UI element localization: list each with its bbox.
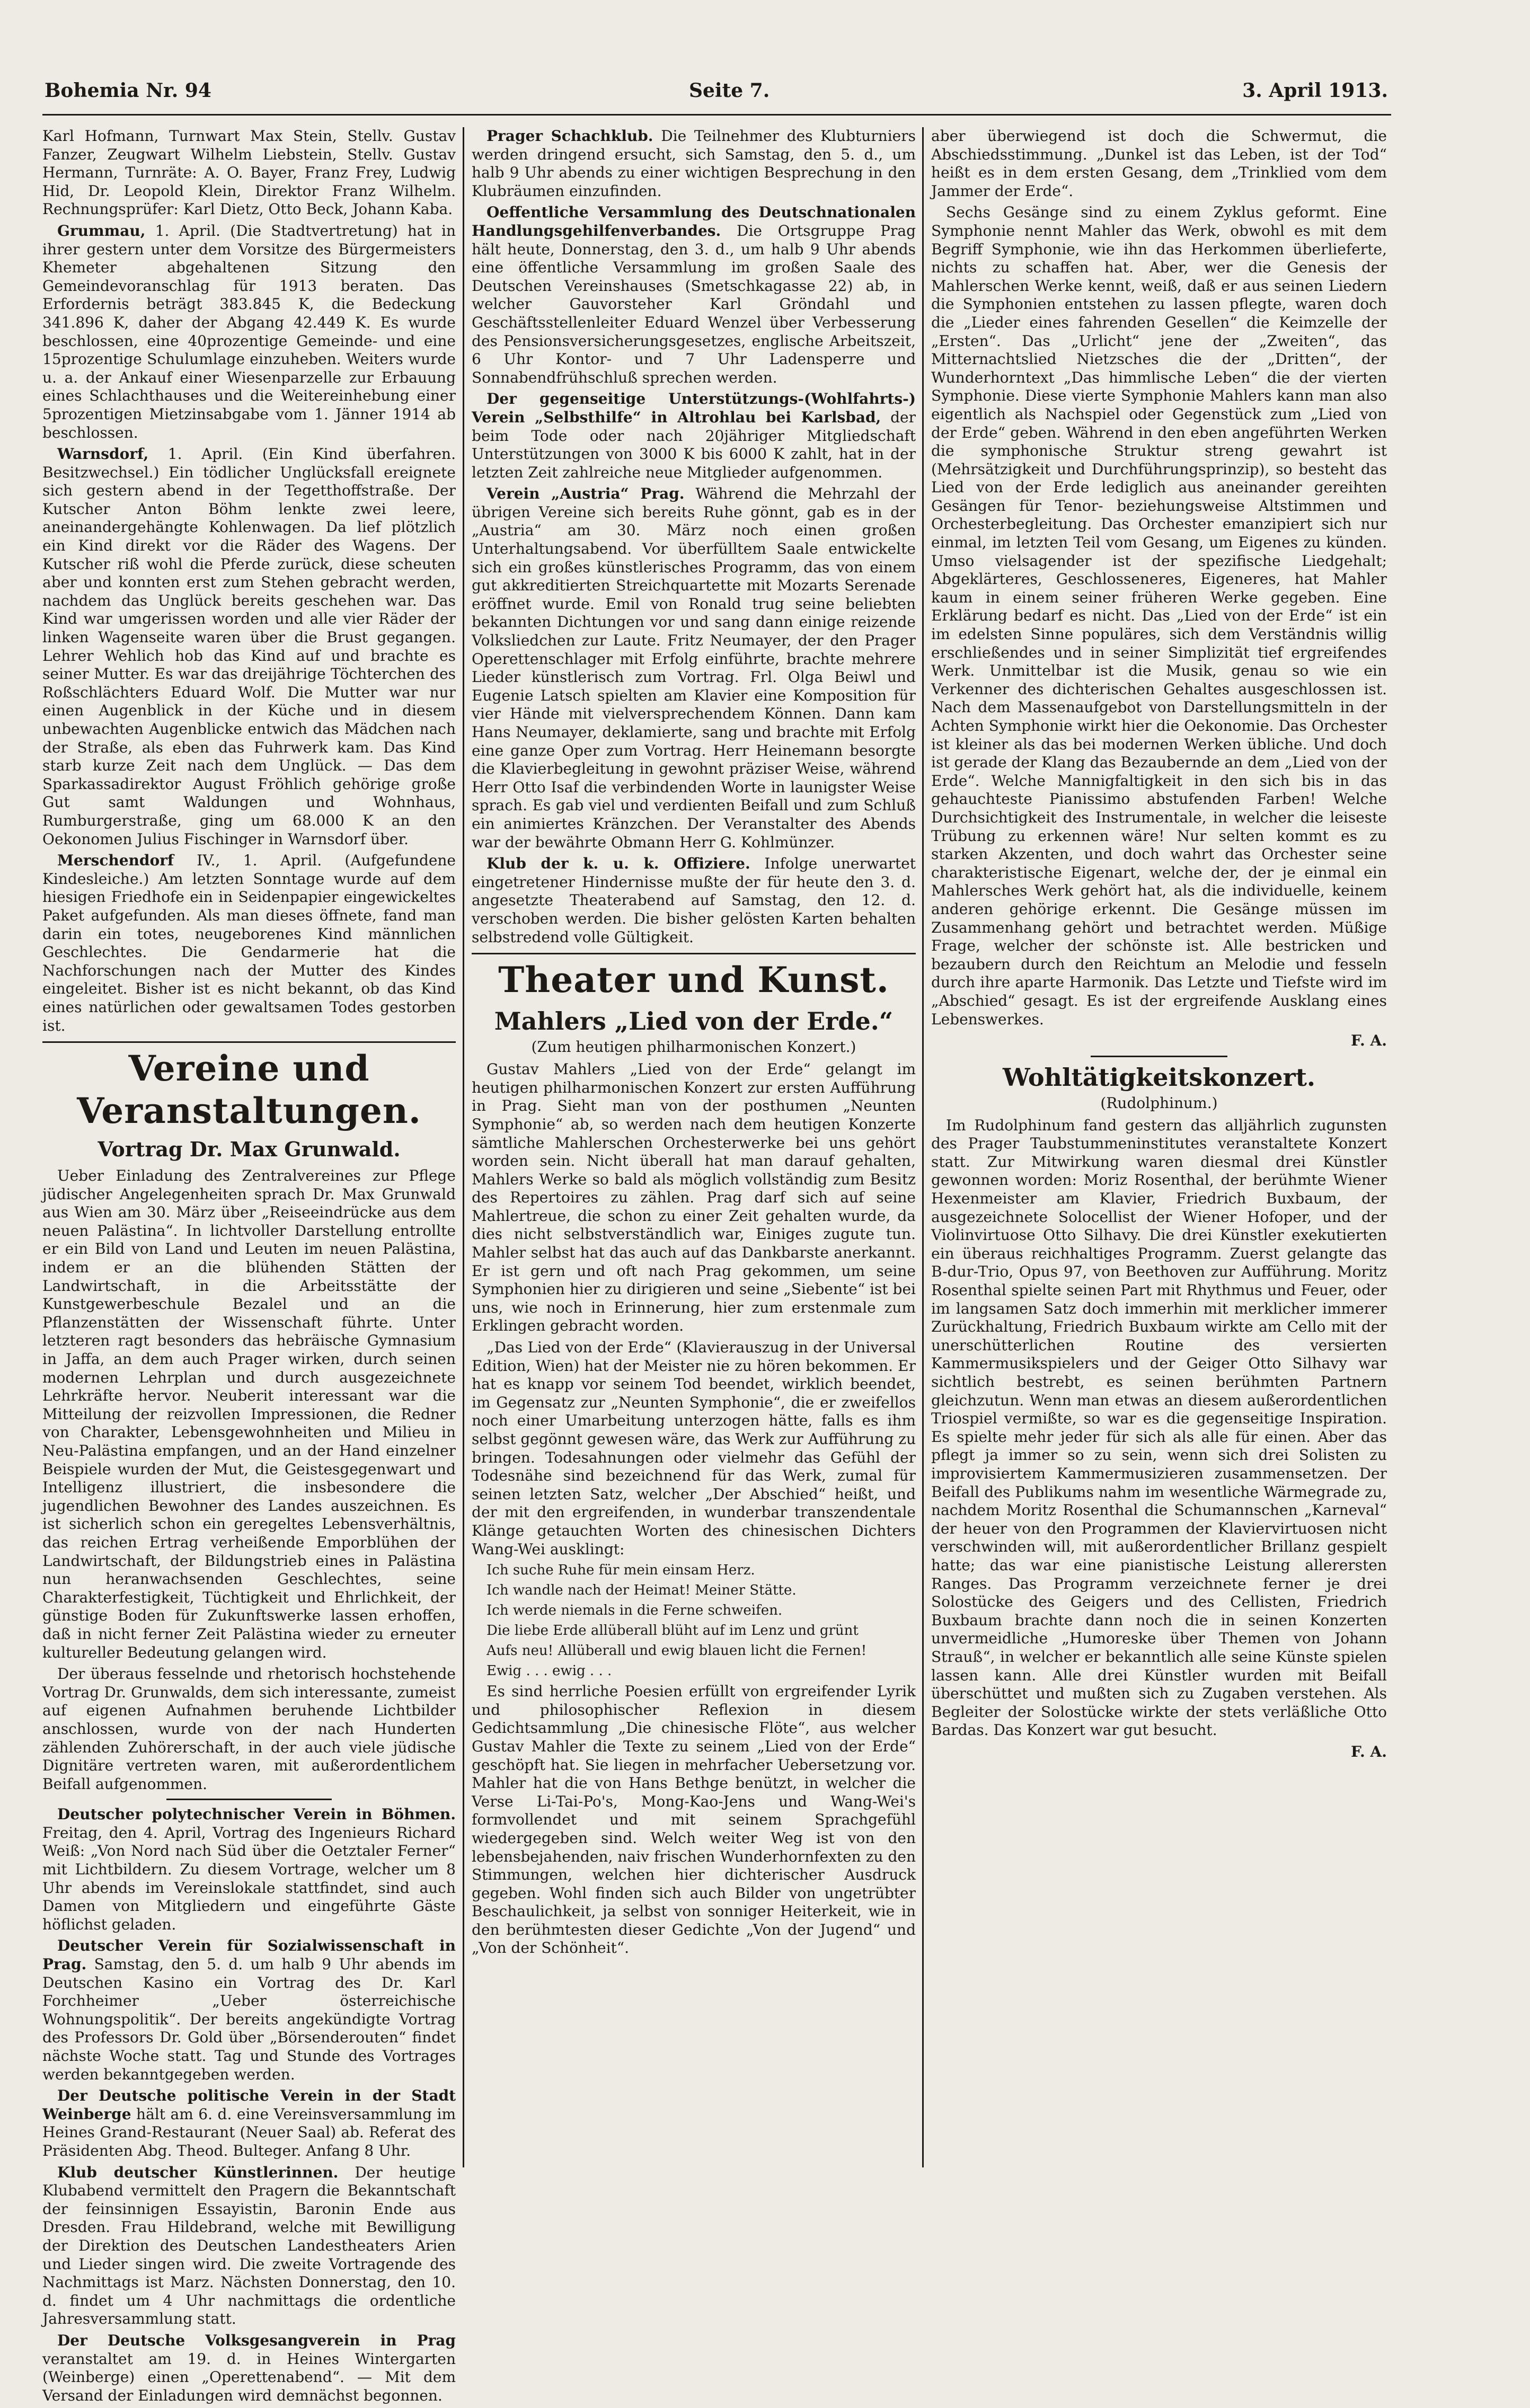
item-separator — [166, 1799, 332, 1800]
notice-heading: Deutscher Verein für Sozialwissenschaft in Prag. — [42, 1937, 456, 1973]
column-2 — [472, 127, 916, 1961]
section-title-vereine: Vereine und Veranstaltungen. — [77, 1048, 421, 1132]
notice-austria-club — [472, 485, 916, 852]
talk-report: Ueber Einladung des Zentralvereines zur Pflege jüdischer Angelegenheiten sprach Dr. Max Grunwald aus Wien am 30. März über „Reiseeindrücke aus dem neuen Palästina“. In lichtvoller Darstellung entrollte er ein Bild von Land und Leuten im neuen Palästina, indem er an die blühenden Stätten der Landwirtschaft, in die Arbeitsstätte der Kunstgewerbeschule Bezalel und an die Pflanzenstätten der Wissenschaft führte. Unter letzteren ragt besonders das hebräische Gymnasium in Jaffa, an dem auch Prager wirken, durch seinen modernen Lehrplan und durch ausgezeichnete Lehrkräfte hervor. Neuberit interessant war die Mitteilung der reizvollen Impressionen, die Redner von Charakter, Lebensgewohnheiten und Milieu in Neu-Palästina empfangen, und an der Hand einzelner Beispiele wurden der Mut, die Geistesgegenwart und Intelligenz illustriert, die insbesondere die jugendlichen Bewohner des Landes auszeichnen. Es ist sicherlich schon ein geregeltes Lebensverhältnis, das reichen Ertrag verheißende Emporblühen der Landwirtschaft, der Bildungstrieb eines in Palästina nun heranwachsenden Geschlechtes, seine Charakterfestigkeit, Tüchtigkeit und Ehrlichkeit, der günstige Boden für Zukunftswerke lassen erhoffen, daß in nicht ferner Zeit Palästina wieder zu erneuter kultureller Bedeutung gelangen wird. — [42, 1167, 456, 1661]
page-header-page-number: Seite 7. — [689, 79, 770, 102]
talk-report-conclusion: Der überaus fesselnde und rhetorisch hochstehende Vortrag Dr. Grunwalds, dem sich interessante, zumeist auf eigenen Aufnahmen beruhende Lichtbilder anschlossen, wurde von der nach Hunderten zählenden Zuhörerschaft, in der auch viele jüdische Dignitäre vertreten waren, mit außerordentlichem Beifall aufgenommen. — [42, 1665, 456, 1793]
notice-women-artists — [42, 2164, 456, 2329]
notice-officers-club — [472, 855, 916, 946]
news-item-merschendorf — [42, 852, 456, 1035]
notice-body: Während die Mehrzahl der übrigen Vereine sich bereits Ruhe gönnt, gab es in der „Austria“ am 30. März noch einen großen Unterhaltungsabend. Vor überfülltem Saale entwickelte sich ein großes künstlerisches Programm, das von einem gut akkreditierten Streichquartette mit Mozarts Serenade eröffnet wurde. Emil von Ronald trug seine beliebten bekannten Dichtungen vor und sang dann einige reizende Volksliedchen zur Laute. Fritz Neumayer, der den Prager Operettenschlager mit Erfolg einführte, brachte mehrere Lieder künstlerisch zum Vortrag. Frl. Olga Beiwl und Eugenie Latsch spielten am Klavier eine Komposition für vier Hände mit vielversprechendem Können. Dann kam Hans Neumayer, deklamierte, sang und brachte mit Erfolg eine ganze Oper zum Vortrag. Herr Heinemann besorgte die Klavierbegleitung in gewohnt präziser Weise, während Herr Otto Isaf die verbindenden Worte in launigster Weise sprach. Es gab viel und verdienten Beifall und zum Schluß ein animiertes Kränzchen. Der Veranstalter des Abends war der bewährte Obmann Herr G. Kohlmünzer. — [472, 485, 916, 851]
club-officers-text: Karl Hofmann, Turnwart Max Stein, Stellv. Gustav Fanzer, Zeugwart Wilhelm Liebstein, Stellv. Gustav Hermann, Turnräte: A. O. Bayer, Franz Frey, Ludwig Hid, Dr. Leopold Klein, Direktor Franz Wilhelm. Rechnungsprüfer: Karl Dietz, Otto Beck, Johann Kaba. — [42, 127, 456, 218]
notice-heading: Der Deutsche politische Verein in der Stadt Weinberge — [42, 2087, 456, 2123]
page-header-issue: Bohemia Nr. 94 — [45, 79, 211, 102]
author-signature: F. A. — [1350, 1742, 1387, 1760]
notice-body: Freitag, den 4. April, Vortrag des Ingenieurs Richard Weiß: „Von Nord nach Süd über die Oetztaler Ferner“ mit Lichtbildern. Zu diesem Vortrage, welcher um 8 Uhr abends im Vereinslokale stattfindet, sind auch Damen von Mitgliedern und eingeführte Gäste höflichst geladen. — [42, 1823, 456, 1933]
notice-heading: Der gegenseitige Unterstützungs-(Wohlfahrts-) Verein „Selbsthilfe“ in Altrohlau bei Karlsbad, — [472, 390, 916, 426]
news-item-grummau — [42, 222, 456, 442]
section-rule — [472, 953, 916, 954]
column-divider-2 — [922, 127, 924, 2167]
notice-clerks-union — [472, 203, 916, 387]
news-dateline: Warnsdorf, — [57, 445, 149, 463]
poem-line: Ich werde niemals in die Ferne schweifen. — [487, 1603, 783, 1619]
review-paragraph: Sechs Gesänge sind zu einem Zyklus geformt. Eine Symphonie nennt Mahler das Werk, obwohl es mit dem Begriff Symphonie, wie ihn das Herkommen überlieferte, nichts zu schaffen hat. Aber, wer die Genesis der Mahlerschen Werke kennt, weiß, daß er aus seinen Liedern die Symphonien entstehen zu lassen pflegte, waren doch die „Lieder eines fahrenden Gesellen“ die Keimzelle der „Ersten“. Das „Urlicht“ jene der „Zweiten“, das Mitternachtslied Nietzsches die der „Dritten“, der Wunderhorntext „Das himmlische Leben“ die der vierten Symphonie. Diese vierte Symphonie Mahlers kann man also eigentlich als Nachspiel oder Gegenstück zum „Lied von der Erde“ geben. Während in den eben angeführten Werken die symphonische Struktur streng gewahrt ist (Mehrsätzigkeit und Durchführungsprinzip), so besteht das Lied von der Erde lediglich aus aneinander gereihten Gesängen für Tenor- beziehungsweise Altstimmen und Orchesterbegleitung. Das Orchester emanzipiert sich nur einmal, im letzten Teil vom Gesang, um Eigenes zu künden. Umso vielsagender ist der spezifische Liedgehalt; Abgeklärteres, Geschlosseneres, Eigeneres, hat Mahler kaum in einem seiner früheren Werke gegeben. Eine Erklärung bedarf es nicht. Das „Lied von der Erde“ ist ein im edelsten Sinne populäres, sich dem Verständnis willig erschließendes und in seiner Simplizität tief ergreifendes Werk. Unmittelbar ist die Musik, genau so wie ein Verkenner des dichterischen Gehaltes ausgeschlossen ist. Nach dem Massenaufgebot von Darstellungsmitteln in der Achten Symphonie wirkt hier die Oekonomie. Das Orchester ist kleiner als das bei modernen Werken übliche. Und doch ist gerade der Klang das Bezaubernde an dem „Lied von der Erde“. Welche Mannigfaltigkeit in den sich bis in das gehauchteste Pianissimo abstufenden Farben! Welche Durchsichtigkeit des Instrumentale, in welcher die leiseste Trübung zu erkennen wäre! Nur selten kommt es zu starken Akzenten, und doch wahrt das Orchester seine charakteristische Eigenart, welche der, der je einmal ein Mahlersches Werk gehört hat, als die individuelle, keinem anderen gehörige erkennt. Die Gesänge müssen im Zusammenhang gehört und betrachtet werden. Müßige Frage, welcher der schönste ist. Alle bestricken und bezaubern durch den Reichtum an Melodie und fesseln durch ihre aparte Harmonik. Das Letzte und Tiefste wird im „Abschied“ gesagt. Es ist der ergreifende Ausklang eines Lebenswerkes. — [931, 203, 1387, 1028]
article-subtitle-mahler: (Zum heutigen philharmonischen Konzert.) — [531, 1038, 856, 1056]
poem-line: Die liebe Erde allüberall blüht auf im Lenz und grünt — [487, 1623, 859, 1639]
poem-line: Ich suche Ruhe für mein einsam Herz. — [487, 1562, 755, 1579]
poem-line: Ewig . . . ewig . . . — [487, 1663, 612, 1679]
notice-body: Der heutige Klubabend vermittelt den Pragern die Bekanntschaft der feinsinnigen Essayistin, Baronin Ende aus Dresden. Frau Hildebrand, welche mit Bewilligung der Direktion des Deutschen Landestheaters Arien und Lieder singen wird. Die zweite Vortragende des Nachmittags ist Marz. Nächsten Donnerstag, den 10. d. findet um 4 Uhr nachmittags die ordentliche Jahresversammlung statt. — [42, 2163, 456, 2328]
notice-body: der beim Tode oder nach 20jähriger Mitgliedschaft Unterstützungen von 3000 K bis 6000 K zahlt, hat in der letzten Zeit zahlreiche neue Mitglieder aufgenommen. — [472, 408, 916, 481]
review-continuation: aber überwiegend ist doch die Schwermut, die Abschiedsstimmung. „Dunkel ist das Leben, ist der Tod“ heißt es in dem ersten Gesang, dem „Trinklied vom dem Jammer der Erde“. — [931, 127, 1387, 200]
notice-polytechnic — [42, 1805, 456, 1934]
notice-body: Samstag, den 5. d. um halb 9 Uhr abends im Deutschen Kasino ein Vortrag des Dr. Karl Forchheimer „Ueber österreichische Wohnungspolitik“. Der bereits angekündigte Vortrag des Professors Dr. Gold über „Börsenderouten“ findet nächste Woche statt. Tag und Stunde des Vortrages werden bekanntgegeben werden. — [42, 1955, 456, 2083]
column-1 — [42, 127, 456, 2408]
notice-selbsthilfe — [472, 390, 916, 482]
review-paragraph: Gustav Mahlers „Lied von der Erde“ gelangt im heutigen philharmonischen Konzert zur ersten Aufführung in Prag. Sieht man von der posthumen „Neunten Symphonie“ ab, so werden nach dem heutigen Konzerte sämtliche Mahlerschen Orchesterwerke bei uns gehört worden sein. Nicht überall hat man darauf gehalten, Mahlers Werke so bald als möglich vollständig zum Besitz des Repertoires zu zählen. Prag darf sich auf seine Mahlertreue, die schon zu einer Zeit gehalten wurde, da dies nicht selbstverständlich war, Einiges zugute tun. Mahler selbst hat das auch auf das Dankbarste anerkannt. Er ist gern und oft nach Prag gekommen, um seine Symphonien hier zu dirigieren und seine „Siebente“ ist bei uns, wie noch in Erinnerung, hier zum erstenmale zum Erklingen gebracht worden. — [472, 1060, 916, 1335]
notice-heading: Klub der k. u. k. Offiziere. — [487, 855, 750, 873]
column-divider-1 — [463, 127, 464, 2167]
news-body: 1. April. (Die Stadtvertretung) hat in ihrer gestern unter dem Vorsitze des Bürgermeisters Khemeter abgehaltenen Sitzung den Gemeindevoranschlag für 1913 beraten. Das Erfordernis beträgt 383.845 K, die Bedeckung 341.896 K, daher der Abgang 42.449 K. Es wurde beschlossen, eine 40prozentige Gemeinde- und eine 15prozentige Schulumlage einzuheben. Weiters wurde u. a. der Ankauf einer Wiesenparzelle zur Erbauung eines Schlachthauses und die Weitereinhebung einer 5prozentigen Mietzinsabgabe vom 1. Jänner 1914 ab beschlossen. — [42, 222, 456, 441]
news-body: IV., 1. April. (Aufgefundene Kindesleiche.) Am letzten Sonntage wurde auf dem hiesigen Friedhofe ein in Seidenpapier eingewickeltes Paket aufgefunden. Als man dieses öffnete, fand man darin ein totes, neugeborenes Kind männlichen Geschlechtes. Die Gendarmerie hat die Nachforschungen nach der Mutter des Kindes eingeleitet. Bisher ist es nicht bekannt, ob das Kind eines natürlichen oder gewaltsamen Todes gestorben ist. — [42, 852, 456, 1034]
news-dateline: Merschendorf — [57, 852, 174, 870]
review-paragraph: Es sind herrliche Poesien erfüllt von ergreifender Lyrik und philosophischer Reflexion in diesem Gedichtsammlung „Die chinesische Flöte“, aus welcher Gustav Mahler die Texte zu seinem „Lied von der Erde“ geschöpft hat. Sie liegen in mehrfacher Uebersetzung vor. Mahler hat die von Hans Bethge benützt, in welcher die Verse Li-Tai-Po's, Mong-Kao-Jens und Wang-Wei's formvollendet und mit seinem Sprachgefühl wiedergegeben sind. Welch weiter Weg ist von den lebensbejahenden, naiv frischen Wunderhornfexten zu den Stimmungen, welchen hier dichterischer Ausdruck gegeben. Wohl finden sich auch Bilder von ungetrübter Beschaulichkeit, ja selbst von sonniger Heiterkeit, wie in den berühmtesten dieser Gedichte „Von der Jugend“ und „Von der Schönheit“. — [472, 1683, 916, 1957]
notice-chess-club — [472, 127, 916, 200]
author-signature: F. A. — [1350, 1032, 1387, 1050]
article-subtitle-charity-concert: (Rudolphinum.) — [1100, 1094, 1218, 1112]
notice-heading: Deutscher polytechnischer Verein in Böhmen. — [57, 1805, 456, 1823]
article-title-mahler: Mahlers „Lied von der Erde.“ — [494, 1007, 894, 1036]
notice-political-club — [42, 2087, 456, 2160]
notice-heading: Verein „Austria“ Prag. — [487, 485, 685, 503]
section-title-theater: Theater und Kunst. — [498, 959, 889, 1001]
news-dateline: Grummau, — [57, 222, 146, 240]
news-item-warnsdorf — [42, 445, 456, 848]
poem-line: Ich wandle nach der Heimat! Meiner Stätte. — [487, 1582, 797, 1599]
header-rule — [42, 114, 1391, 116]
poem-line: Aufs neu! Allüberall und ewig blauen licht die Fernen! — [487, 1643, 867, 1659]
notice-body: veranstaltet am 19. d. in Heines Wintergarten (Weinberge) einen „Operettenabend“. — Mit dem Versand der Einladungen wird demnächst begonnen. — [42, 2350, 456, 2404]
notice-body: Die Ortsgruppe Prag hält heute, Donnerstag, den 3. d., um halb 9 Uhr abends eine öffentliche Versammlung im großen Saale des Deutschen Vereinshauses (Smetschkagasse 22) ab, in welcher Gauvorsteher Karl Gröndahl und Geschäftsstellenleiter Eduard Wenzel über Verbesserung des Pensionsversicherungsgesetzes, englische Arbeitszeit, 6 Uhr Kontor- und 7 Uhr Ladensperre und Sonnabendfrühschluß sprechen werden. — [472, 222, 916, 386]
concert-review: Im Rudolphinum fand gestern das alljährlich zugunsten des Prager Taubstummeninstitutes veranstaltete Konzert statt. Zur Mitwirkung waren diesmal drei Künstler gewonnen worden: Moriz Rosenthal, der berühmte Wiener Hexenmeister am Klavier, Friedrich Buxbaum, der ausgezeichnete Solocellist der Wiener Hofoper, und der Violinvirtuose Otto Silhavy. Die drei Künstler exekutierten ein überaus reichhaltiges Programm. Zuerst gelangte das B-dur-Trio, Opus 97, von Beethoven zur Aufführung. Moritz Rosenthal spielte seinen Part mit Rhythmus und Feuer, oder im langsamen Satz doch immerhin mit merklicher immerer Zurückhaltung, Friedrich Buxbaum wirkte am Cello mit der unerschütterlichen Routine des versierten Kammermusikspielers und der Geiger Otto Silhavy war sichtlich bestrebt, es seinen berühmten Partnern gleichzutun. Wenn man etwas an diesem außerordentlichen Triospiel vermißte, so war es die gegenseitige Inspiration. Es spielte mehr jeder für sich als alle für einen. Aber das pflegt ja immer so zu sein, wenn sich drei Solisten zu improvisiertem Kammermusizieren zusammensetzen. Der Beifall des Publikums nahm im wesentliche Wärmegrade zu, nachdem Moritz Rosenthal die Schumannschen „Karneval“ der heuer von den Programmen der Klaviervirtuosen nicht verschwinden will, mit außerordentlicher Brillanz gespielt hatte; das war eine pianistische Leistung allerersten Ranges. Das Programm verzeichnete ferner je drei Solostücke des Geigers und des Cellisten, Friedrich Buxbaum brachte dann noch die in seinen Konzerten unvermeidliche „Humoreske über Themen von Johann Strauß“, in welcher er bekanntlich alle seine Künste spielen lassen kann. Alle drei Künstler wurden mit Beifall überschüttet und mußten sich zu Zugaben verstehen. Als Begleiter der Solostücke wirkte der stets verläßliche Otto Bardas. Das Konzert war gut besucht. — [931, 1116, 1387, 1739]
news-body: 1. April. (Ein Kind überfahren. Besitzwechsel.) Ein tödlicher Unglücksfall ereignete sich gestern abend in der Tegetthoffstraße. Der Kutscher Anton Böhm lenkte zwei leere, aneinandergehängte Kohlenwagen. Da lief plötzlich ein Kind direkt vor die Räder des Wagens. Der Kutscher riß wohl die Pferde zurück, diese scheuten aber und konnten erst zum Stehen gebracht werden, nachdem das Unglück bereits geschehen war. Das Kind war umgerissen worden und alle vier Räder der linken Wagenseite waren über die Brust gegangen. Lehrer Wehlich hob das Kind auf und brachte es seiner Mutter. Es war das dreijährige Töchterchen des Roßschlächters Eduard Wolf. Die Mutter war nur einen Augenblick in der Küche und in diesem unbewachten Augenblicke entwich das Mädchen nach der Straße, als eben das Fuhrwerk kam. Das Kind starb kurze Zeit nach dem Unglück. — Das dem Sparkassadirektor August Fröhlich gehörige große Gut samt Waldungen und Wohnhaus, Rumburgerstraße, ging um 68.000 K an den Oekonomen Julius Fischinger in Warnsdorf über. — [42, 445, 456, 848]
notice-heading: Oeffentliche Versammlung des Deutschnationalen Handlungsgehilfenverbandes. — [472, 203, 916, 240]
notice-social-science — [42, 1937, 456, 2084]
notice-body: Infolge unerwartet eingetretener Hindernisse mußte der für heute den 3. d. angesetzte Theaterabend auf Samstag, den 12. d. verschoben werden. Die bisher gelösten Karten behalten selbstredend volle Gültigkeit. — [472, 855, 916, 946]
article-title-charity-concert: Wohltätigkeitskonzert. — [1002, 1063, 1316, 1092]
page-header-date: 3. April 1913. — [1242, 79, 1388, 102]
notice-body: Die Teilnehmer des Klubturniers werden dringend ersucht, sich Samstag, den 5. d., um halb 9 Uhr abends zu einer wichtigen Besprechung in den Klubräumen einzufinden. — [472, 127, 916, 200]
notice-heading: Klub deutscher Künstlerinnen. — [57, 2163, 339, 2181]
notice-heading: Prager Schachklub. — [487, 127, 653, 145]
notice-choral-society — [42, 2332, 456, 2405]
review-paragraph: „Das Lied von der Erde“ (Klavierauszug in der Universal Edition, Wien) hat der Meister nie zu hören bekommen. Er hat es knapp vor seinem Tod beendet, wirklich beendet, im Gegensatz zur „Neunten Symphonie“, die er zweifellos noch einer Umarbeitung unterzogen hätte, falls es ihm selbst gegönnt gewesen wäre, das Werk zur Aufführung zu bringen. Todesahnungen oder vielmehr das Gefühl der Todesnähe sind bezeichnend für das Werk, zumal für seinen letzten Satz, welcher „Der Abschied“ heißt, und der mit den ergreifenden, in wunderbar transzendentale Klänge getauchten Worten des chinesischen Dichters Wang-Wei ausklingt: — [472, 1339, 916, 1558]
notice-body: hält am 6. d. eine Vereinsversammlung im Heines Grand-Restaurant (Neuer Saal) ab. Referat des Präsidenten Abg. Theod. Bulteger. Anfang 8 Uhr. — [42, 2105, 456, 2159]
talk-title: Vortrag Dr. Max Grunwald. — [98, 1137, 401, 1162]
column-3 — [931, 127, 1387, 1761]
item-separator — [1091, 1056, 1227, 1057]
notice-heading: Der Deutsche Volksgesangverein in Prag — [57, 2331, 456, 2349]
section-rule — [42, 1041, 456, 1043]
